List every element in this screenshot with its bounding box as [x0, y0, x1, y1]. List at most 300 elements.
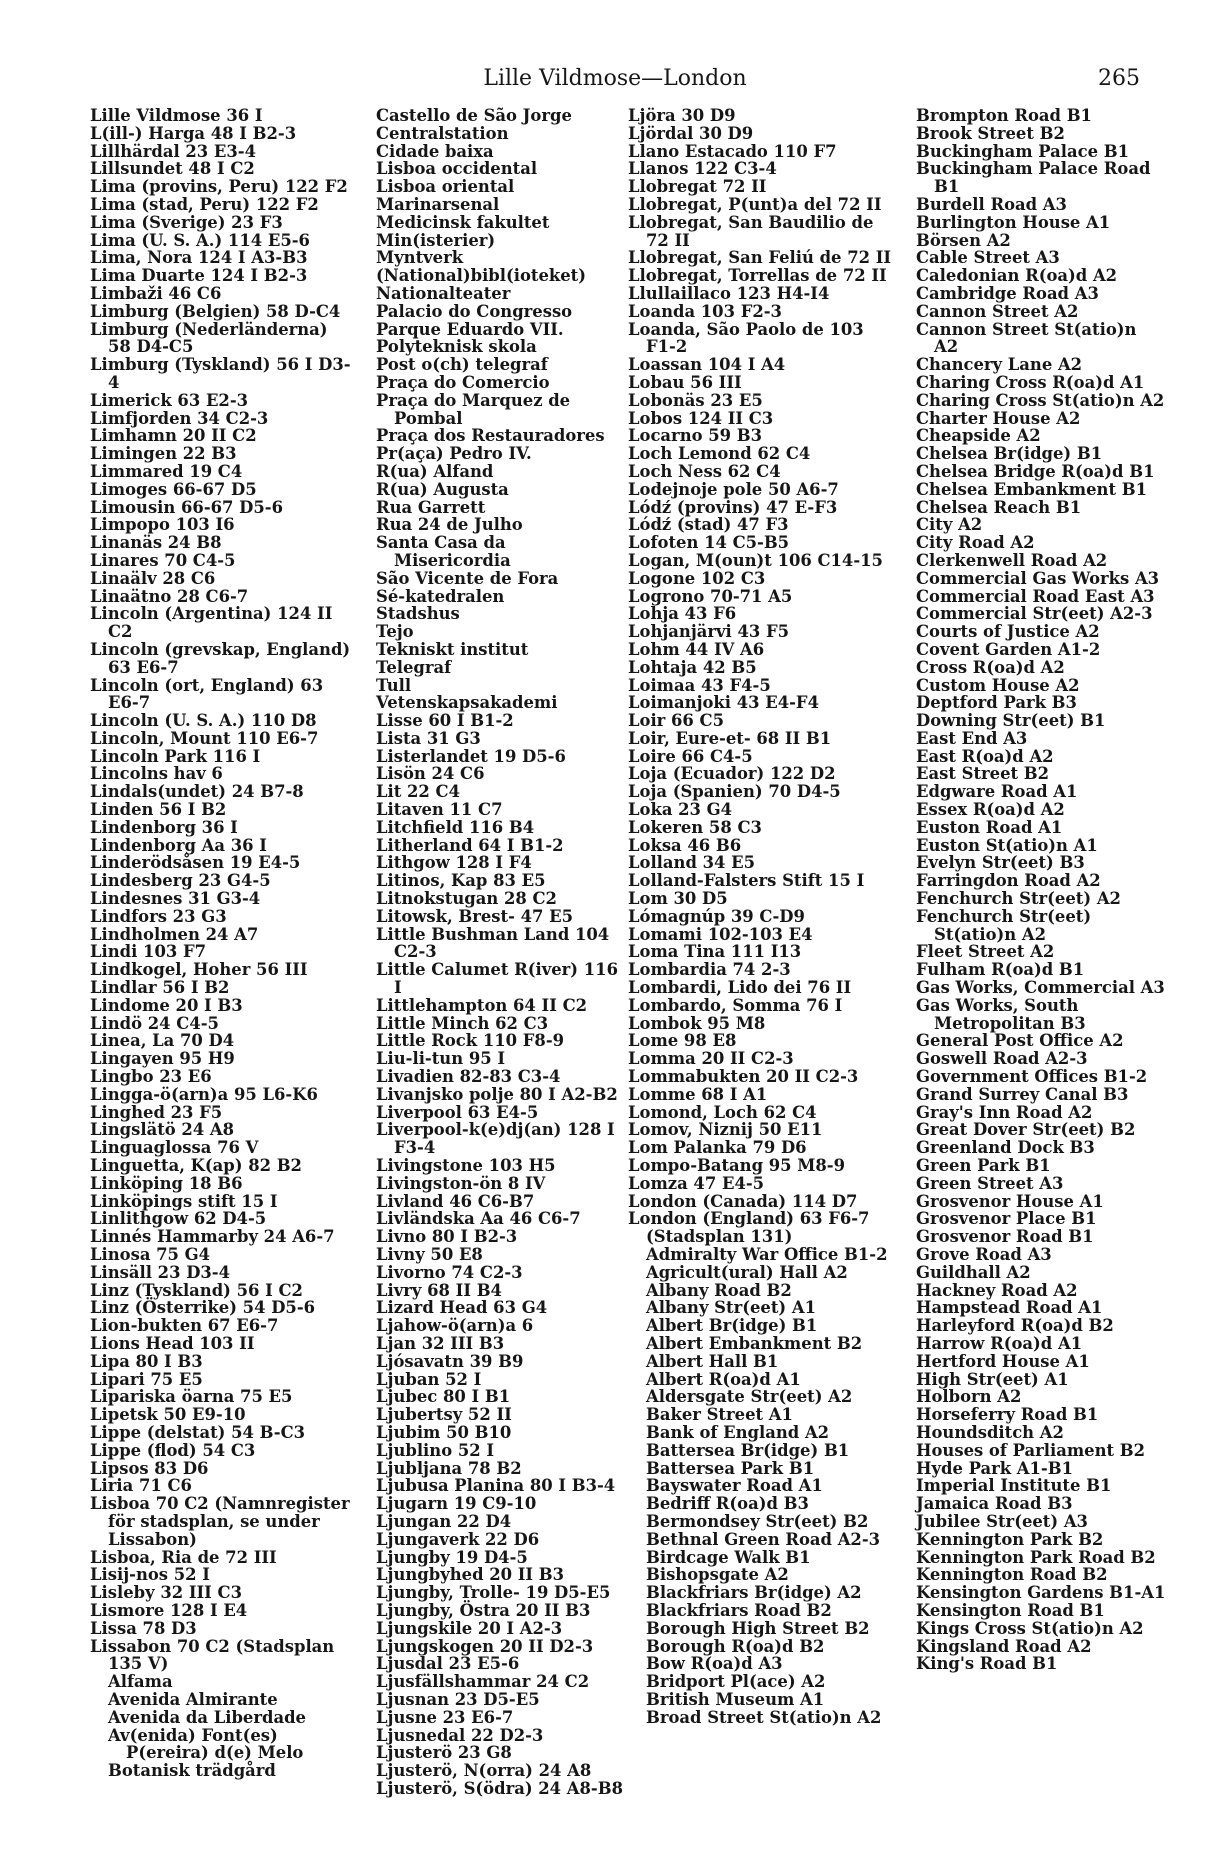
index-entry: Litherland 64 I B1-2 — [376, 835, 564, 855]
index-entry: Cable Street A3 — [916, 248, 1060, 268]
index-entry: Loka 23 G4 — [628, 800, 733, 820]
index-entry: Goswell Road A2-3 — [916, 1049, 1088, 1069]
index-entry: Limerick 63 E2-3 — [90, 390, 249, 410]
index-entry: Evelyn Str(eet) B3 — [916, 853, 1085, 873]
index-entry: Lohja 43 F6 — [628, 604, 737, 624]
index-entry: Linaätno 28 C6-7 — [90, 586, 249, 606]
index-entry: Santa Casa da Misericordia — [376, 533, 511, 570]
index-entry: Lincoln (grevskap, England) 63 E6-7 — [90, 639, 351, 677]
index-entry: Min(isterier) — [376, 230, 496, 250]
index-subentry: Borough R(oa)d B2 — [646, 1636, 825, 1656]
index-entry: Chelsea Bridge R(oa)d B1 — [916, 461, 1155, 481]
index-entry: (National)bibl(ioteket) — [376, 266, 587, 286]
index-entry: Rua Garrett — [376, 497, 486, 517]
index-entry: Livingstone 103 H5 — [376, 1156, 556, 1176]
index-column-2 — [376, 107, 626, 1798]
index-entry: Gas Works, South Metropolitan B3 — [916, 995, 1086, 1033]
index-entry: Liverpool 63 E4-5 — [376, 1102, 539, 1122]
index-entry: Lincoln (U. S. A.) 110 D8 — [90, 711, 317, 731]
index-entry: Kensington Gardens B1-A1 — [916, 1583, 1166, 1603]
index-entry: Lommabukten 20 II C2-3 — [628, 1067, 859, 1087]
index-entry: Ljubertsy 52 II — [376, 1405, 512, 1425]
index-entry: Kennington Park B2 — [916, 1529, 1104, 1549]
index-entry: City Road A2 — [916, 533, 1035, 553]
index-entry: Lisse 60 I B1-2 — [376, 711, 514, 731]
index-entry: Chelsea Br(idge) B1 — [916, 444, 1103, 464]
index-entry: Grosvenor Road B1 — [916, 1227, 1094, 1247]
index-entry: Loch Lemond 62 C4 — [628, 444, 811, 464]
index-entry: Limousin 66-67 D5-6 — [90, 497, 283, 517]
index-entry: City A2 — [916, 515, 983, 535]
index-entry: Lomme 68 I A1 — [628, 1084, 768, 1104]
index-entry: Lissabon 70 C2 (Stadsplan 135 V) — [90, 1636, 335, 1674]
index-subentry: Bank of England A2 — [646, 1422, 830, 1442]
index-entry: Lithgow 128 I F4 — [376, 853, 532, 873]
page-number: 265 — [1098, 66, 1140, 91]
index-entry: Ljöra 30 D9 — [628, 106, 736, 125]
index-entry: Llobregat, San Baudilio de 72 II — [628, 212, 874, 250]
index-entry: Lódź (stad) 47 F3 — [628, 515, 789, 535]
index-entry: Courts of Justice A2 — [916, 622, 1100, 642]
index-entry: Ljuban 52 I — [376, 1369, 482, 1389]
index-entry: Limpopo 103 I6 — [90, 515, 235, 535]
index-entry: Fenchurch Str(eet) St(atio)n A2 — [916, 906, 1092, 944]
index-entry: Lismore 128 I E4 — [90, 1600, 248, 1620]
index-subentry: Bayswater Road A1 — [646, 1476, 823, 1496]
index-entry: Lombok 95 M8 — [628, 1013, 766, 1033]
index-entry: Jubilee Str(eet) A3 — [916, 1511, 1088, 1531]
index-entry: Chelsea Reach B1 — [916, 497, 1082, 517]
index-entry: Lohtaja 42 B5 — [628, 657, 757, 677]
index-entry: Caledonian R(oa)d A2 — [916, 266, 1118, 286]
index-subentry: Bishopsgate A2 — [646, 1565, 789, 1585]
index-entry: Government Offices B1-2 — [916, 1067, 1148, 1087]
index-entry: Linköping 18 B6 — [90, 1173, 243, 1193]
index-entry: Linosa 75 G4 — [90, 1245, 211, 1264]
index-subentry: Albert Embankment B2 — [646, 1333, 863, 1353]
index-entry: Fenchurch Str(eet) A2 — [916, 889, 1121, 909]
index-entry: Lisboa oriental — [376, 177, 515, 197]
index-entry: Lobos 124 II C3 — [628, 408, 774, 428]
index-entry: Limoges 66-67 D5 — [90, 479, 257, 499]
index-subentry: Bedriff R(oa)d B3 — [646, 1494, 809, 1514]
index-entry: Lipariska öarna 75 E5 — [90, 1387, 293, 1407]
index-entry: Kennington Road B2 — [916, 1565, 1108, 1585]
index-entry: Livadien 82-83 C3-4 — [376, 1067, 561, 1087]
index-subentry: British Museum A1 — [646, 1689, 825, 1709]
index-entry: Loir, Eure-et- 68 II B1 — [628, 728, 832, 748]
index-entry: Loassan 104 I A4 — [628, 355, 786, 375]
index-entry: Linz (Österrike) 54 D5-6 — [90, 1298, 316, 1318]
index-entry: Commercial Str(eet) A2-3 — [916, 604, 1153, 624]
index-entry: Marinarsenal — [376, 194, 500, 214]
index-entry: Lindö 24 C4-5 — [90, 1013, 219, 1033]
index-entry: Loimanjoki 43 E4-F4 — [628, 693, 819, 713]
index-entry: Euston St(atio)n A1 — [916, 835, 1098, 855]
index-entry: Ljublino 52 I — [376, 1440, 495, 1460]
index-entry: Grove Road A3 — [916, 1245, 1052, 1264]
index-entry: Farringdon Road A2 — [916, 871, 1101, 891]
index-entry: Horseferry Road B1 — [916, 1405, 1099, 1425]
index-entry: Lincoln, Mount 110 E6-7 — [90, 728, 319, 748]
index-entry: Logone 102 C3 — [628, 568, 766, 588]
index-entry: Ljungskogen 20 II D2-3 — [376, 1636, 594, 1656]
index-entry: Lindesberg 23 G4-5 — [90, 871, 271, 891]
index-entry: Guildhall A2 — [916, 1262, 1031, 1282]
index-entry: London (Canada) 114 D7 — [628, 1191, 858, 1211]
index-entry: Loch Ness 62 C4 — [628, 461, 781, 481]
index-entry: Kennington Park Road B2 — [916, 1547, 1156, 1567]
index-entry: East R(oa)d A2 — [916, 746, 1054, 766]
index-entry: Custom House A2 — [916, 675, 1080, 695]
index-entry: Harleyford R(oa)d B2 — [916, 1316, 1114, 1336]
index-entry: Llobregat, P(unt)a del 72 II — [628, 194, 882, 214]
index-entry: Ljan 32 III B3 — [376, 1333, 505, 1353]
index-subentry: Avenida Almirante — [108, 1689, 278, 1709]
index-entry: Burdell Road A3 — [916, 194, 1067, 214]
index-entry: Lindenborg 36 I — [90, 817, 238, 837]
index-entry: Lippe (delstat) 54 B-C3 — [90, 1422, 306, 1442]
index-entry: Limburg (Nederländerna) 58 D4-C5 — [90, 319, 328, 357]
index-entry: Euston Road A1 — [916, 817, 1063, 837]
index-entry: Post o(ch) telegraf — [376, 355, 548, 375]
index-entry: Essex R(oa)d A2 — [916, 800, 1065, 820]
index-subentry: Bermondsey Str(eet) B2 — [646, 1511, 869, 1531]
index-entry: Lisboa 70 C2 (Namnregister för stadsplan, se under Lissabon) — [90, 1494, 350, 1549]
index-entry: Lolland 34 E5 — [628, 853, 756, 873]
index-entry: Houses of Parliament B2 — [916, 1440, 1146, 1460]
index-entry: Centralstation — [376, 123, 509, 143]
index-entry: Palacio do Congresso — [376, 301, 573, 321]
index-entry: Deptford Park B3 — [916, 693, 1077, 713]
index-entry: Ljubim 50 B10 — [376, 1422, 512, 1442]
index-entry: Lomov, Niznij 50 E11 — [628, 1120, 823, 1140]
index-entry: Ljungby, Östra 20 II B3 — [376, 1600, 591, 1620]
index-entry: Lillsundet 48 I C2 — [90, 159, 255, 179]
index-entry: London (England) 63 F6-7 (Stadsplan 131) — [628, 1209, 870, 1247]
index-entry: High Str(eet) A1 — [916, 1369, 1069, 1389]
index-entry: Ljusterö, S(ödra) 24 A8-B8 — [376, 1778, 623, 1798]
index-subentry: Baker Street A1 — [646, 1405, 793, 1425]
index-entry: Lingga-ö(arn)a 95 L6-K6 — [90, 1084, 318, 1104]
index-entry: Litowsk, Brest- 47 E5 — [376, 906, 573, 926]
index-entry: Llanos 122 C3-4 — [628, 159, 777, 179]
index-entry: Livny 50 E8 — [376, 1245, 483, 1264]
index-entry: Downing Str(eet) B1 — [916, 711, 1106, 731]
index-entry: Grosvenor Place B1 — [916, 1209, 1097, 1229]
index-entry: Linz (Tyskland) 56 I C2 — [90, 1280, 303, 1300]
index-entry: Livry 68 II B4 — [376, 1280, 502, 1300]
index-subentry: Alfama — [108, 1672, 173, 1692]
index-entry: Lindome 20 I B3 — [90, 995, 243, 1015]
index-entry: Loire 66 C4-5 — [628, 746, 753, 766]
index-entry: Lindfors 23 G3 — [90, 906, 227, 926]
index-entry: Lisboa occidental — [376, 159, 538, 179]
index-entry: Lion-bukten 67 E6-7 — [90, 1316, 279, 1336]
index-entry: Livingston-ön 8 IV — [376, 1173, 546, 1193]
index-entry: Lingayen 95 H9 — [90, 1049, 235, 1069]
index-entry: General Post Office A2 — [916, 1031, 1124, 1051]
index-entry: Lima (stad, Peru) 122 F2 — [90, 194, 319, 214]
index-subentry: Botanisk trädgård — [108, 1761, 276, 1781]
index-entry: Lima (U. S. A.) 114 E5-6 — [90, 230, 310, 250]
index-entry: Gas Works, Commercial A3 — [916, 978, 1165, 998]
index-entry: Lisij-nos 52 I — [90, 1565, 210, 1585]
index-entry: Holborn A2 — [916, 1387, 1022, 1407]
index-entry: King's Road B1 — [916, 1654, 1058, 1674]
index-entry: Lobonäs 23 E5 — [628, 390, 763, 410]
index-entry: Commercial Road East A3 — [916, 586, 1155, 606]
index-entry: Lohjanjärvi 43 F5 — [628, 622, 790, 642]
index-entry: Vetenskapsakademi — [376, 693, 558, 713]
index-entry: Burlington House A1 — [916, 212, 1111, 232]
index-entry: L(ill-) Harga 48 I B2-3 — [90, 123, 297, 143]
index-entry: Ljusterö 23 G8 — [376, 1743, 512, 1763]
index-entry: Lincoln (ort, England) 63 E6-7 — [90, 675, 324, 713]
index-entry: Linden 56 I B2 — [90, 800, 227, 820]
index-entry: Liu-li-tun 95 I — [376, 1049, 506, 1069]
index-subentry: Broad Street St(atio)n A2 — [646, 1707, 882, 1727]
index-entry: Praça do Comercio — [376, 372, 550, 392]
index-entry: Litaven 11 C7 — [376, 800, 503, 820]
index-entry: Lombardi, Lido dei 76 II — [628, 978, 852, 998]
index-entry: Lincoln Park 116 I — [90, 746, 261, 766]
index-entry: Hackney Road A2 — [916, 1280, 1078, 1300]
index-entry: Loja (Ecuador) 122 D2 — [628, 764, 836, 784]
index-entry: Lohm 44 IV A6 — [628, 639, 765, 659]
index-entry: Loir 66 C5 — [628, 711, 724, 731]
index-entry: Green Park B1 — [916, 1156, 1051, 1176]
index-subentry: Battersea Park B1 — [646, 1458, 815, 1478]
index-entry: Limburg (Belgien) 58 D-C4 — [90, 301, 341, 321]
index-entry: Ljungaverk 22 D6 — [376, 1529, 540, 1549]
index-entry: Lome 98 E8 — [628, 1031, 737, 1051]
index-entry: Tull — [376, 675, 412, 695]
index-entry: Castello de São Jorge — [376, 106, 572, 125]
index-entry: Lingbo 23 E6 — [90, 1067, 212, 1087]
index-entry: Littlehampton 64 II C2 — [376, 995, 588, 1015]
index-entry: Little Bushman Land 104 C2-3 — [376, 924, 610, 962]
index-entry: Gray's Inn Road A2 — [916, 1102, 1093, 1122]
index-entry: Parque Eduardo VII. — [376, 319, 564, 339]
index-subentry: Albany Road B2 — [646, 1280, 792, 1300]
index-entry: Fleet Street A2 — [916, 942, 1055, 962]
index-entry: Cannon Street St(atio)n A2 — [916, 319, 1137, 357]
page-header — [90, 66, 1140, 96]
index-subentry: Blackfriars Road B2 — [646, 1600, 832, 1620]
index-entry: Lipari 75 E5 — [90, 1369, 203, 1389]
index-entry: Imperial Institute B1 — [916, 1476, 1112, 1496]
index-subentry: Albert Hall B1 — [646, 1351, 779, 1371]
index-entry: Logrono 70-71 A5 — [628, 586, 793, 606]
index-entry: Cannon Street A2 — [916, 301, 1079, 321]
index-entry: Lisleby 32 III C3 — [90, 1583, 242, 1603]
index-subentry: Aldersgate Str(eet) A2 — [646, 1387, 853, 1407]
index-entry: Lindenborg Aa 36 I — [90, 835, 267, 855]
index-entry: Linsäll 23 D3-4 — [90, 1262, 231, 1282]
index-entry: Ljubec 80 I B1 — [376, 1387, 511, 1407]
index-entry: Llobregat 72 II — [628, 177, 767, 197]
index-entry: Lokeren 58 C3 — [628, 817, 762, 837]
index-entry: Livland 46 C6-B7 — [376, 1191, 535, 1211]
index-entry: Grand Surrey Canal B3 — [916, 1084, 1129, 1104]
index-entry: Charter House A2 — [916, 408, 1081, 428]
index-entry: Lima Duarte 124 I B2-3 — [90, 266, 308, 286]
index-entry: Livorno 74 C2-3 — [376, 1262, 523, 1282]
index-entry: Ljungskile 20 I A2-3 — [376, 1618, 563, 1638]
index-entry: Rua 24 de Julho — [376, 515, 523, 535]
index-entry: Lofoten 14 C5-B5 — [628, 533, 790, 553]
index-column-3 — [628, 107, 893, 1727]
index-entry: Lobau 56 III — [628, 372, 742, 392]
index-entry: Locarno 59 B3 — [628, 426, 763, 446]
index-entry: Loja (Spanien) 70 D4-5 — [628, 782, 841, 802]
index-subentry: Bridport Pl(ace) A2 — [646, 1672, 826, 1692]
index-subentry: Albert R(oa)d A1 — [646, 1369, 801, 1389]
index-entry: Lindi 103 F7 — [90, 942, 207, 962]
index-entry: Brompton Road B1 — [916, 106, 1092, 125]
index-subentry: Albert Br(idge) B1 — [646, 1316, 818, 1336]
index-entry: Great Dover Str(eet) B2 — [916, 1120, 1136, 1140]
index-entry: Lódź (provins) 47 E-F3 — [628, 497, 838, 517]
index-entry: East Street B2 — [916, 764, 1050, 784]
index-entry: Edgware Road A1 — [916, 782, 1078, 802]
index-entry: São Vicente de Fora — [376, 568, 559, 588]
index-entry: Lindkogel, Hoher 56 III — [90, 960, 308, 980]
index-entry: Loma Tina 111 I13 — [628, 942, 802, 962]
index-entry: Lille Vildmose 36 I — [90, 106, 263, 125]
index-entry: Hyde Park A1-B1 — [916, 1458, 1073, 1478]
index-entry: R(ua) Augusta — [376, 479, 509, 499]
index-entry: Buckingham Palace Road B1 — [916, 159, 1151, 197]
index-entry: Kings Cross St(atio)n A2 — [916, 1618, 1144, 1638]
index-column-4 — [916, 107, 1166, 1673]
index-subentry: Admiralty War Office B1-2 — [646, 1245, 888, 1264]
index-entry: Lions Head 103 II — [90, 1333, 255, 1353]
index-entry: Linguetta, K(ap) 82 B2 — [90, 1156, 302, 1176]
index-entry: Lomma 20 II C2-3 — [628, 1049, 794, 1069]
index-entry: Lodejnoje pole 50 A6-7 — [628, 479, 839, 499]
index-entry: Lisboa, Ria de 72 III — [90, 1547, 277, 1567]
index-entry: Kingsland Road A2 — [916, 1636, 1092, 1656]
index-entry: Lomami 102-103 E4 — [628, 924, 813, 944]
index-entry: Litinos, Kap 83 E5 — [376, 871, 546, 891]
index-entry: Loksa 46 B6 — [628, 835, 742, 855]
index-entry: Ljósavatn 39 B9 — [376, 1351, 524, 1371]
index-entry: Ljusfällshammar 24 C2 — [376, 1672, 590, 1692]
index-entry: Linguaglossa 76 V — [90, 1138, 259, 1158]
index-entry: Limburg (Tyskland) 56 I D3-4 — [90, 355, 351, 392]
index-entry: Lombardia 74 2-3 — [628, 960, 791, 980]
index-entry: Tejo — [376, 622, 414, 642]
index-entry: Clerkenwell Road A2 — [916, 550, 1108, 570]
index-entry: Lippe (flod) 54 C3 — [90, 1440, 256, 1460]
index-entry: Little Rock 110 F8-9 — [376, 1031, 565, 1051]
index-entry: Lincolns hav 6 — [90, 764, 223, 784]
index-entry: Linghed 23 F5 — [90, 1102, 223, 1122]
index-entry: Little Minch 62 C3 — [376, 1013, 549, 1033]
index-entry: Buckingham Palace B1 — [916, 141, 1130, 161]
index-subentry: Battersea Br(idge) B1 — [646, 1440, 850, 1460]
index-entry: Loimaa 43 F4-5 — [628, 675, 771, 695]
index-entry: Litchfield 116 B4 — [376, 817, 535, 837]
index-entry: Nationalteater — [376, 283, 511, 303]
index-entry: Llullaillaco 123 H4-I4 — [628, 283, 830, 303]
index-entry: Lompo-Batang 95 M8-9 — [628, 1156, 846, 1176]
index-subentry: Albany Str(eet) A1 — [646, 1298, 816, 1318]
index-entry: Polyteknisk skola — [376, 337, 537, 357]
index-entry: Greenland Dock B3 — [916, 1138, 1095, 1158]
index-entry: Lisön 24 C6 — [376, 764, 485, 784]
index-entry: Lillhärdal 23 E3-4 — [90, 141, 257, 161]
index-entry: Myntverk — [376, 248, 464, 268]
index-entry: Ljusterö, N(orra) 24 A8 — [376, 1761, 592, 1781]
index-entry: Cambridge Road A3 — [916, 283, 1099, 303]
index-entry: Ljungby 19 D4-5 — [376, 1547, 528, 1567]
index-entry: Stadshus — [376, 604, 460, 624]
index-entry: Limhamn 20 II C2 — [90, 426, 257, 446]
index-entry: Little Calumet R(iver) 116 I — [376, 960, 618, 998]
index-entry: Covent Garden A1-2 — [916, 639, 1101, 659]
index-entry: Lindholmen 24 A7 — [90, 924, 259, 944]
index-entry: Telegraf — [376, 657, 452, 677]
index-entry: Lissa 78 D3 — [90, 1618, 197, 1638]
index-entry: Lomza 47 E4-5 — [628, 1173, 765, 1193]
index-entry: Livno 80 I B2-3 — [376, 1227, 518, 1247]
index-entry: Logan, M(oun)t 106 C14-15 — [628, 550, 883, 570]
index-entry: Ljubusa Planina 80 I B3-4 — [376, 1476, 616, 1496]
index-entry: Limingen 22 B3 — [90, 444, 237, 464]
index-entry: Linea, La 70 D4 — [90, 1031, 235, 1051]
index-entry: Ljugarn 19 C9-10 — [376, 1494, 537, 1514]
index-entry: Lindlar 56 I B2 — [90, 978, 230, 998]
index-entry: Ljördal 30 D9 — [628, 123, 754, 143]
index-entry: Ljubljana 78 B2 — [376, 1458, 522, 1478]
index-entry: Ljahow-ö(arn)a 6 — [376, 1316, 534, 1336]
index-entry: Livländska Aa 46 C6-7 — [376, 1209, 581, 1229]
index-entry: Chancery Lane A2 — [916, 355, 1083, 375]
index-entry: Cidade baixa — [376, 141, 494, 161]
index-entry: Ljungan 22 D4 — [376, 1511, 512, 1531]
index-entry: Charing Cross St(atio)n A2 — [916, 390, 1165, 410]
index-entry: Lindesnes 31 G3-4 — [90, 889, 261, 909]
index-entry: Linköpings stift 15 I — [90, 1191, 278, 1211]
index-entry: Lombardo, Somma 76 I — [628, 995, 843, 1015]
index-entry: Pr(aça) Pedro IV. — [376, 444, 532, 464]
index-entry: Lincoln (Argentina) 124 II C2 — [90, 604, 333, 642]
index-entry: Brook Street B2 — [916, 123, 1065, 143]
index-entry: Houndsditch A2 — [916, 1422, 1064, 1442]
index-entry: Linares 70 C4-5 — [90, 550, 236, 570]
index-subentry: Av(enida) Font(es) P(ereira) d(e) Melo — [108, 1725, 304, 1763]
index-entry: Charing Cross R(oa)d A1 — [916, 372, 1145, 392]
index-entry: Linaälv 28 C6 — [90, 568, 216, 588]
index-subentry: Blackfriars Br(idge) A2 — [646, 1583, 862, 1603]
index-entry: Lima (provins, Peru) 122 F2 — [90, 177, 348, 197]
index-entry: Medicinsk fakultet — [376, 212, 550, 232]
index-entry: Lipetsk 50 E9-10 — [90, 1405, 246, 1425]
index-entry: Liverpool-k(e)dj(an) 128 I F3-4 — [376, 1120, 615, 1158]
index-entry: Lipsos 83 D6 — [90, 1458, 209, 1478]
index-entry: Lizard Head 63 G4 — [376, 1298, 548, 1318]
index-entry: Ljusdal 23 E5-6 — [376, 1654, 520, 1674]
index-entry: Loanda 103 F2-3 — [628, 301, 782, 321]
index-entry: Llobregat, San Feliú de 72 II — [628, 248, 892, 268]
index-entry: Lómagnúp 39 C-D9 — [628, 906, 805, 926]
index-entry: Lom 30 D5 — [628, 889, 728, 909]
index-entry: Börsen A2 — [916, 230, 1011, 250]
index-entry: R(ua) Alfand — [376, 461, 494, 481]
